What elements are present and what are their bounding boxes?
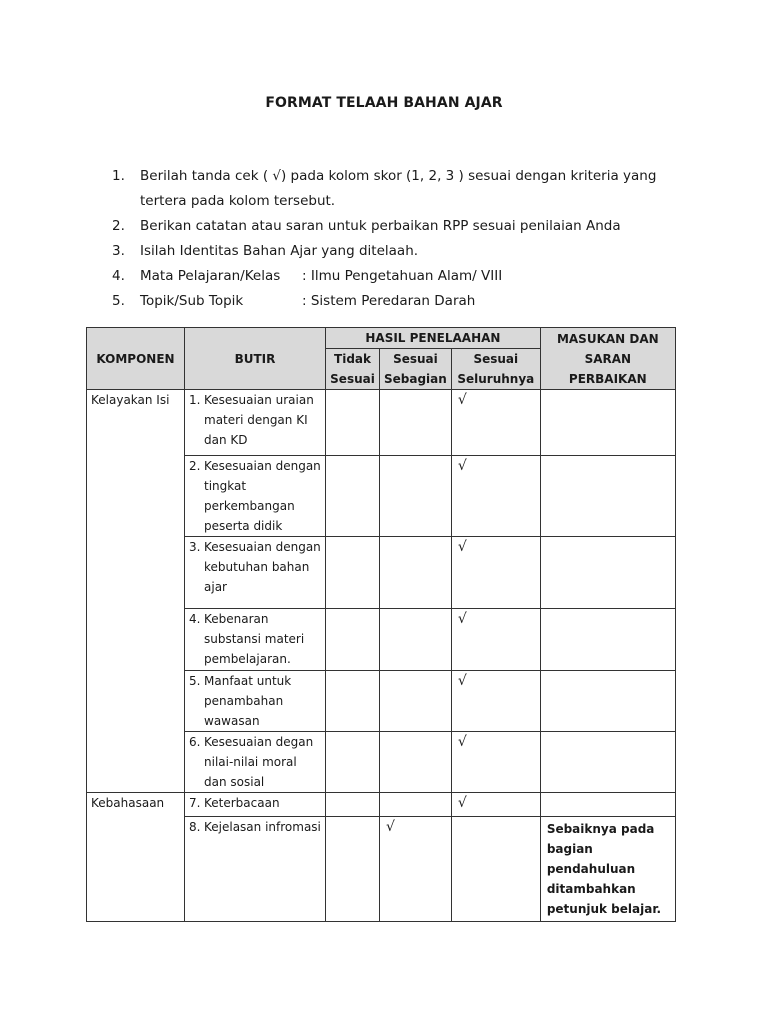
instruction-number: 3. [112,243,125,259]
topic-label: Topik/Sub Topik [140,293,244,309]
masukan-cell [540,456,675,537]
subject-value: : Ilmu Pengetahuan Alam/ VIII [302,268,503,284]
instructions-list [112,164,672,314]
instruction-item-subject [112,264,672,289]
instruction-item [112,164,672,214]
header-hasil-penelaahan: HASIL PENELAAHAN [326,328,541,349]
score-seluruhnya-cell [451,793,540,817]
butir-cell [185,537,326,609]
masukan-cell: Sebaiknya pada bagian pendahuluan ditambahkan petunjuk belajar. [540,817,675,922]
butir-text: Kebenaran substansi materi pembelajaran. [204,612,305,666]
header-komponen: KOMPONEN [87,328,185,390]
butir-cell [185,390,326,456]
butir-number: 8. [189,820,201,834]
score-tidak-cell [326,732,380,793]
check-mark-icon: √ [457,734,467,750]
score-seluruhnya-cell [451,609,540,671]
butir-number: 7. [189,796,201,810]
score-seluruhnya-cell [451,537,540,609]
score-sebagian-cell [380,609,452,671]
score-tidak-cell [326,793,380,817]
topic-value: : Sistem Peredaran Darah [302,293,476,309]
review-table [86,327,676,922]
table-body [87,390,676,922]
table-row [87,390,676,456]
masukan-cell [540,671,675,732]
instruction-text: Berilah tanda cek ( √) pada kolom skor (1, 2, 3 ) sesuai dengan kriteria yang tertera pada kolom tersebut. [140,168,657,209]
butir-text: Kesesuaian uraian materi dengan KI dan KD [204,393,314,447]
subject-label: Mata Pelajaran/Kelas [140,268,281,284]
check-mark-icon: √ [386,819,395,835]
instruction-item [112,214,672,239]
butir-number: 6. [189,735,201,749]
butir-cell [185,793,326,817]
masukan-cell [540,609,675,671]
masukan-cell [540,732,675,793]
score-sebagian-cell [380,456,452,537]
butir-text: Manfaat untuk penambahan wawasan [204,674,292,728]
butir-text: Kesesuaian dengan kebutuhan bahan ajar [204,540,321,594]
masukan-cell [540,390,675,456]
instruction-number: 2. [112,218,125,234]
score-tidak-cell [326,609,380,671]
score-seluruhnya-cell [451,390,540,456]
masukan-cell [540,537,675,609]
score-sebagian-cell [380,671,452,732]
butir-text: Keterbacaan [204,796,280,810]
check-mark-icon: √ [457,539,467,555]
header-tidak-sesuai: Tidak Sesuai [326,349,380,390]
header-masukan: MASUKAN DAN SARAN PERBAIKAN [540,328,675,390]
butir-text: Kesesuaian degan nilai-nilai moral dan sosial [204,735,314,789]
instruction-text: Berikan catatan atau saran untuk perbaikan RPP sesuai penilaian Anda [140,218,621,234]
header-sesuai-sebagian: Sesuai Sebagian [380,349,452,390]
instruction-number: 5. [112,293,125,309]
score-sebagian-cell [380,732,452,793]
butir-number: 5. [189,674,201,688]
document-title: FORMAT TELAAH BAHAN AJAR [265,95,503,111]
butir-cell [185,456,326,537]
score-sebagian-cell [380,817,452,922]
score-seluruhnya-cell [451,817,540,922]
masukan-cell [540,793,675,817]
score-tidak-cell [326,456,380,537]
check-mark-icon: √ [457,795,467,811]
butir-number: 2. [189,459,201,473]
check-mark-icon: √ [457,611,467,627]
score-seluruhnya-cell [451,732,540,793]
component-kebahasaan: Kebahasaan [87,793,185,922]
butir-cell [185,817,326,922]
score-tidak-cell [326,671,380,732]
butir-cell [185,609,326,671]
butir-number: 3. [189,540,201,554]
score-seluruhnya-cell [451,456,540,537]
check-mark-icon: √ [457,458,467,474]
instruction-item-topic [112,289,672,314]
score-tidak-cell [326,390,380,456]
butir-number: 1. [189,393,201,407]
instruction-number: 4. [112,268,125,284]
component-kelayakan-isi: Kelayakan Isi [87,390,185,793]
score-tidak-cell [326,537,380,609]
instruction-text: Isilah Identitas Bahan Ajar yang ditelaah. [140,243,419,259]
score-sebagian-cell [380,390,452,456]
header-butir: BUTIR [185,328,326,390]
butir-text: Kesesuaian dengan tingkat perkembangan peserta didik [204,459,321,533]
check-mark-icon: √ [457,673,467,689]
instruction-item [112,239,672,264]
header-sesuai-seluruhnya: Sesuai Seluruhnya [451,349,540,390]
score-tidak-cell [326,817,380,922]
check-mark-icon: √ [457,392,467,408]
butir-number: 4. [189,612,201,626]
score-sebagian-cell [380,793,452,817]
instruction-number: 1. [112,168,125,184]
butir-cell [185,671,326,732]
score-seluruhnya-cell [451,671,540,732]
score-sebagian-cell [380,537,452,609]
butir-cell [185,732,326,793]
butir-text: Kejelasan infromasi [204,820,321,834]
table-row [87,793,676,817]
